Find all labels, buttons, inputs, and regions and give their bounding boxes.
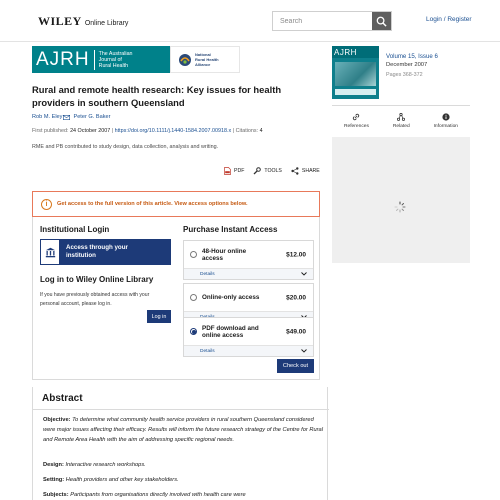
citations-label: Citations: (235, 128, 259, 134)
access-alert-text (57, 201, 248, 207)
publication-info (32, 128, 263, 134)
tab-related[interactable] (393, 113, 410, 136)
pdf-icon (224, 167, 231, 175)
purchase-option-main[interactable] (184, 241, 313, 268)
abstract-objective (43, 415, 325, 445)
partner-name (195, 52, 219, 67)
abstract-design (43, 460, 325, 470)
abstract-text: To determine what community health service providers in rural southern Queensland considered were major issues affecting their efficacy. Results will inform the future research strategy of the Centre for Rural and Remote Area Health with the aim of addressing specific regional needs. (43, 417, 323, 443)
purchase-option-pdf-download[interactable] (183, 317, 314, 357)
institutional-login-title: Institutional Login (40, 225, 110, 234)
institution-button-label (60, 244, 128, 260)
share-label: SHARE (301, 168, 320, 174)
institution-button-line: institution (66, 252, 96, 259)
details-label: Details (200, 271, 215, 277)
option-label-line: online access (202, 331, 244, 339)
nrha-emblem-icon (178, 53, 192, 67)
journal-name-line: Journal of (98, 56, 122, 63)
journal-name (99, 51, 133, 69)
cover-image (335, 62, 376, 86)
wrench-icon (253, 167, 261, 175)
wol-login-title: Log in to Wiley Online Library (40, 275, 154, 284)
abstract-title: Abstract (42, 393, 83, 404)
separator: | (111, 128, 115, 134)
first-published-date: 24 October 2007 (70, 128, 111, 134)
abstract-section (32, 387, 328, 500)
abstract-subjects (43, 490, 325, 500)
share-icon (291, 167, 299, 175)
link-icon (352, 113, 360, 121)
details-label: Details (200, 348, 215, 354)
divider (33, 409, 329, 410)
cover-abbreviation: AJRH (334, 48, 357, 57)
info-circle-icon (442, 113, 450, 121)
abstract-text: Health providers and other key stakeholders. (65, 477, 179, 483)
partner-name-line: National (195, 52, 211, 57)
option-label-line: Online-only access (202, 294, 260, 301)
author-link[interactable]: Peter G. Baker (73, 114, 111, 120)
journal-cover[interactable] (332, 46, 379, 99)
author-link[interactable]: Rob M. Eley (32, 114, 63, 120)
tools-label: TOOLS (264, 168, 282, 174)
purchase-option-price: $20.00 (286, 294, 306, 301)
issue-pages: Pages 368-372 (386, 72, 423, 78)
wiley-logo[interactable] (38, 14, 128, 29)
journal-abbreviation: AJRH (36, 49, 90, 70)
sidebar-panel (332, 137, 470, 263)
abstract-label: Subjects: (43, 492, 69, 498)
purchase-option-label (202, 325, 274, 339)
abstract-text: Interactive research workshops. (65, 462, 146, 468)
divider (332, 105, 470, 106)
issue-date: December 2007 (386, 62, 428, 68)
radio-button[interactable] (190, 251, 197, 258)
purchase-option-label (202, 294, 292, 301)
purchase-title: Purchase Instant Access (183, 225, 278, 234)
partner-name-line: Rural Health (195, 57, 219, 62)
partner-name-line: Alliance (195, 62, 211, 67)
radio-button-selected[interactable] (190, 328, 197, 335)
abstract-label: Objective: (43, 417, 71, 423)
logo-subtitle: Online Library (84, 20, 129, 27)
purchase-option-price: $12.00 (286, 251, 306, 258)
radio-button[interactable] (190, 294, 197, 301)
chevron-down-icon (301, 272, 307, 276)
share-button[interactable] (291, 167, 320, 175)
tab-label: References (343, 124, 369, 129)
wol-login-description: If you have previously obtained access with your personal account, please log in. (40, 292, 150, 307)
institution-icon (40, 239, 60, 265)
article-title: Rural and remote health research: Key issues for health providers in southern Queensland (32, 84, 282, 108)
site-header (0, 0, 500, 42)
login-register-link[interactable]: Login / Register (426, 16, 472, 23)
pdf-label: PDF (234, 168, 245, 174)
access-alert-message: Get access to the full version of this article. (57, 201, 173, 207)
loading-spinner-icon (394, 201, 406, 213)
banner-divider (94, 50, 95, 70)
option-label-line: 48-Hour online (202, 247, 247, 255)
access-alert (32, 191, 320, 217)
abstract-label: Setting: (43, 477, 65, 483)
info-icon: i (41, 199, 52, 210)
pdf-button[interactable] (224, 167, 244, 175)
tab-label: Related (392, 124, 410, 129)
details-toggle[interactable] (184, 345, 313, 356)
contribution-note: RME and PB contributed to study design, data collection, analysis and writing. (32, 144, 219, 150)
access-options-link[interactable]: View access options below. (174, 201, 248, 207)
author-list (32, 114, 110, 120)
mail-icon[interactable] (63, 115, 70, 120)
cover-footer (335, 89, 376, 95)
purchase-option-48-hour[interactable] (183, 240, 314, 280)
abstract-label: Design: (43, 462, 64, 468)
checkout-button[interactable]: Check out (277, 359, 314, 373)
journal-logo (32, 46, 170, 73)
details-toggle[interactable] (184, 268, 313, 279)
login-button[interactable]: Log in (147, 310, 171, 323)
sidebar-tabs (332, 113, 470, 136)
first-published-label: First published: (32, 128, 69, 134)
search-input[interactable] (273, 12, 372, 30)
purchase-option-price: $49.00 (286, 328, 306, 335)
purchase-option-main[interactable] (184, 284, 313, 311)
tab-references[interactable] (344, 113, 369, 136)
abstract-setting (43, 475, 325, 485)
access-panel (32, 217, 320, 380)
article-actions (224, 167, 320, 175)
search-button[interactable] (372, 12, 391, 30)
partner-logo (170, 46, 240, 73)
tab-information[interactable] (434, 113, 458, 136)
abstract-text: Participants from organisations directly involved with health care were (70, 492, 246, 498)
purchase-option-main[interactable] (184, 318, 313, 345)
institution-access-button[interactable] (40, 239, 171, 265)
journal-name-line: The Australian (98, 50, 133, 57)
option-label-line: PDF download and (202, 324, 259, 332)
citations-count[interactable]: 4 (259, 128, 263, 134)
option-label-line: access (202, 254, 224, 262)
purchase-option-label (202, 248, 274, 262)
related-icon (397, 113, 405, 121)
search-icon (376, 16, 387, 27)
separator: | (232, 128, 236, 134)
chevron-down-icon (301, 349, 307, 353)
issue-volume-link[interactable]: Volume 15, Issue 6 (386, 53, 438, 60)
tools-button[interactable] (253, 167, 282, 175)
search-box (272, 11, 392, 31)
institution-button-line: Access through your (66, 244, 128, 251)
journal-name-line: Rural Health (98, 62, 129, 69)
doi-link[interactable]: https://doi.org/10.1111/j.1440-1584.2007.00918.x (114, 128, 232, 134)
journal-banner[interactable] (32, 46, 240, 73)
logo-brand: WILEY (38, 14, 82, 28)
tab-label: Information (433, 124, 459, 129)
